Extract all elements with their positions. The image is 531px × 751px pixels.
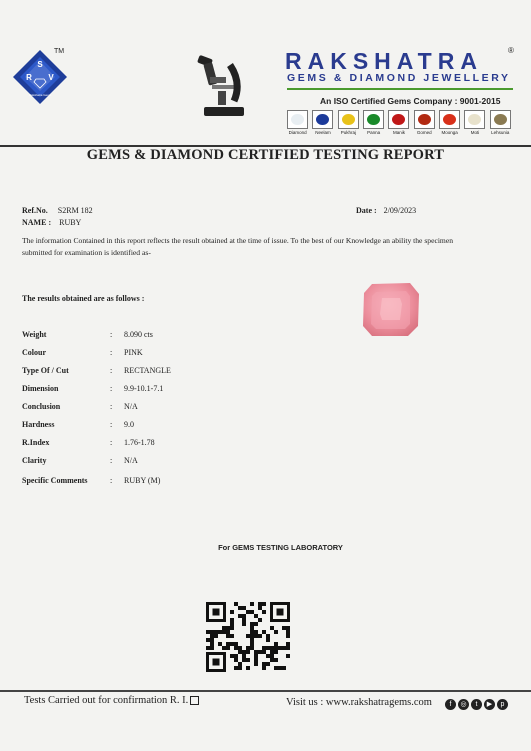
- footer-divider: [0, 690, 531, 692]
- pinterest-icon[interactable]: p: [497, 699, 508, 710]
- name-value: RUBY: [59, 218, 82, 227]
- gem-icon-lehsunia: [489, 110, 512, 138]
- ref-value: S2RM 182: [57, 206, 93, 215]
- property-label: Clarity: [22, 456, 47, 465]
- gem-icon-moonga: [438, 110, 461, 138]
- gem-swatch: [418, 114, 431, 125]
- gem-icon-moti: [463, 110, 486, 138]
- gem-name: [22, 212, 81, 230]
- gem-label: Moti: [470, 130, 480, 135]
- gem-label: Pukhraj: [340, 130, 356, 135]
- property-separator: :: [110, 402, 113, 411]
- registered-mark: ®: [508, 46, 514, 55]
- property-separator: :: [110, 384, 113, 393]
- property-label: Hardness: [22, 420, 55, 429]
- social-icons: [445, 699, 508, 710]
- gem-swatch: [494, 114, 507, 125]
- property-separator: :: [110, 330, 113, 339]
- property-value: N/A: [124, 456, 138, 465]
- iso-certification: An ISO Certified Gems Company : 9001-2015: [320, 96, 501, 106]
- gem-swatch: [367, 114, 380, 125]
- gemstone-image: [360, 280, 422, 338]
- property-value: 9.9-10.1-7.1: [124, 384, 164, 393]
- twitter-icon[interactable]: t: [471, 699, 482, 710]
- microscope-icon: [190, 55, 245, 120]
- property-label: Specific Comments: [22, 476, 88, 485]
- youtube-icon[interactable]: ▶: [484, 699, 495, 710]
- property-separator: :: [110, 366, 113, 375]
- property-value: 1.76-1.78: [124, 438, 155, 447]
- facebook-icon[interactable]: f: [445, 699, 456, 710]
- gem-label: Neelam: [315, 130, 331, 135]
- date-label: Date :: [356, 206, 377, 215]
- confirmation-checkbox[interactable]: [190, 696, 199, 705]
- gem-icon-manik: [387, 110, 410, 138]
- svg-text:R: R: [26, 73, 32, 82]
- footer-confirmation: [24, 695, 199, 706]
- instagram-icon[interactable]: ◎: [458, 699, 469, 710]
- gem-icon-diamond: [286, 110, 309, 138]
- property-label: Type Of / Cut: [22, 366, 69, 375]
- name-label: NAME :: [22, 218, 52, 227]
- date-value: 2/09/2023: [383, 206, 417, 215]
- gem-icon-neelam: [311, 110, 334, 138]
- property-label: R.Index: [22, 438, 50, 447]
- gem-swatch: [316, 114, 329, 125]
- property-value: 8.090 cts: [124, 330, 153, 339]
- footer-website[interactable]: Visit us : www.rakshatragems.com: [286, 697, 432, 708]
- company-logo: [10, 45, 70, 115]
- gem-label: Moonga: [441, 130, 458, 135]
- qr-code[interactable]: [206, 602, 290, 672]
- brand-underline: [287, 88, 513, 90]
- gem-swatch: [291, 114, 304, 125]
- gem-label: Panna: [367, 130, 381, 135]
- report-title: GEMS & DIAMOND CERTIFIED TESTING REPORT: [86, 147, 445, 163]
- gem-label: Diamond: [288, 130, 307, 135]
- property-separator: :: [110, 476, 113, 485]
- trademark-mark: TM: [54, 48, 65, 55]
- gem-label: Gomed: [416, 130, 432, 135]
- property-value: PINK: [124, 348, 143, 357]
- svg-text:V: V: [48, 73, 54, 82]
- lab-signature: For GEMS TESTING LABORATORY: [218, 543, 343, 552]
- property-value: 9.0: [124, 420, 134, 429]
- footer-confirmation-text: Tests Carried out for confirmation R. I.: [24, 695, 189, 706]
- gem-icons-row: [286, 110, 512, 138]
- gem-icon-panna: [362, 110, 385, 138]
- property-label: Colour: [22, 348, 46, 357]
- property-separator: :: [110, 438, 113, 447]
- gem-label: Lehsunia: [491, 130, 510, 135]
- svg-text:S: S: [37, 60, 43, 69]
- report-date: [356, 200, 416, 218]
- brand-subtitle: GEMS & DIAMOND JEWELLERY: [287, 72, 511, 84]
- brand-name: RAKSHATRA: [285, 48, 483, 74]
- ref-label: Ref.No.: [22, 206, 48, 215]
- svg-text:Rakshatra Gems: Rakshatra Gems: [28, 93, 52, 97]
- property-label: Conclusion: [22, 402, 61, 411]
- property-label: Weight: [22, 330, 47, 339]
- property-separator: :: [110, 456, 113, 465]
- results-heading: The results obtained are as follows :: [22, 294, 145, 303]
- gem-icon-pukhraj: [337, 110, 360, 138]
- gem-swatch: [392, 114, 405, 125]
- property-value: RECTANGLE: [124, 366, 171, 375]
- gem-swatch: [443, 114, 456, 125]
- property-label: Dimension: [22, 384, 59, 393]
- disclaimer-paragraph: The information Contained in this report reflects the result obtained at the time of issue. To the best of our Knowledge an ability the specimen submitted for examination is identified as-: [22, 236, 454, 257]
- property-value: N/A: [124, 402, 138, 411]
- gem-icon-gomed: [413, 110, 436, 138]
- gem-swatch: [342, 114, 355, 125]
- property-value: RUBY (M): [124, 476, 161, 485]
- gem-label: Manik: [392, 130, 405, 135]
- property-separator: :: [110, 348, 113, 357]
- gem-swatch: [468, 114, 481, 125]
- property-separator: :: [110, 420, 113, 429]
